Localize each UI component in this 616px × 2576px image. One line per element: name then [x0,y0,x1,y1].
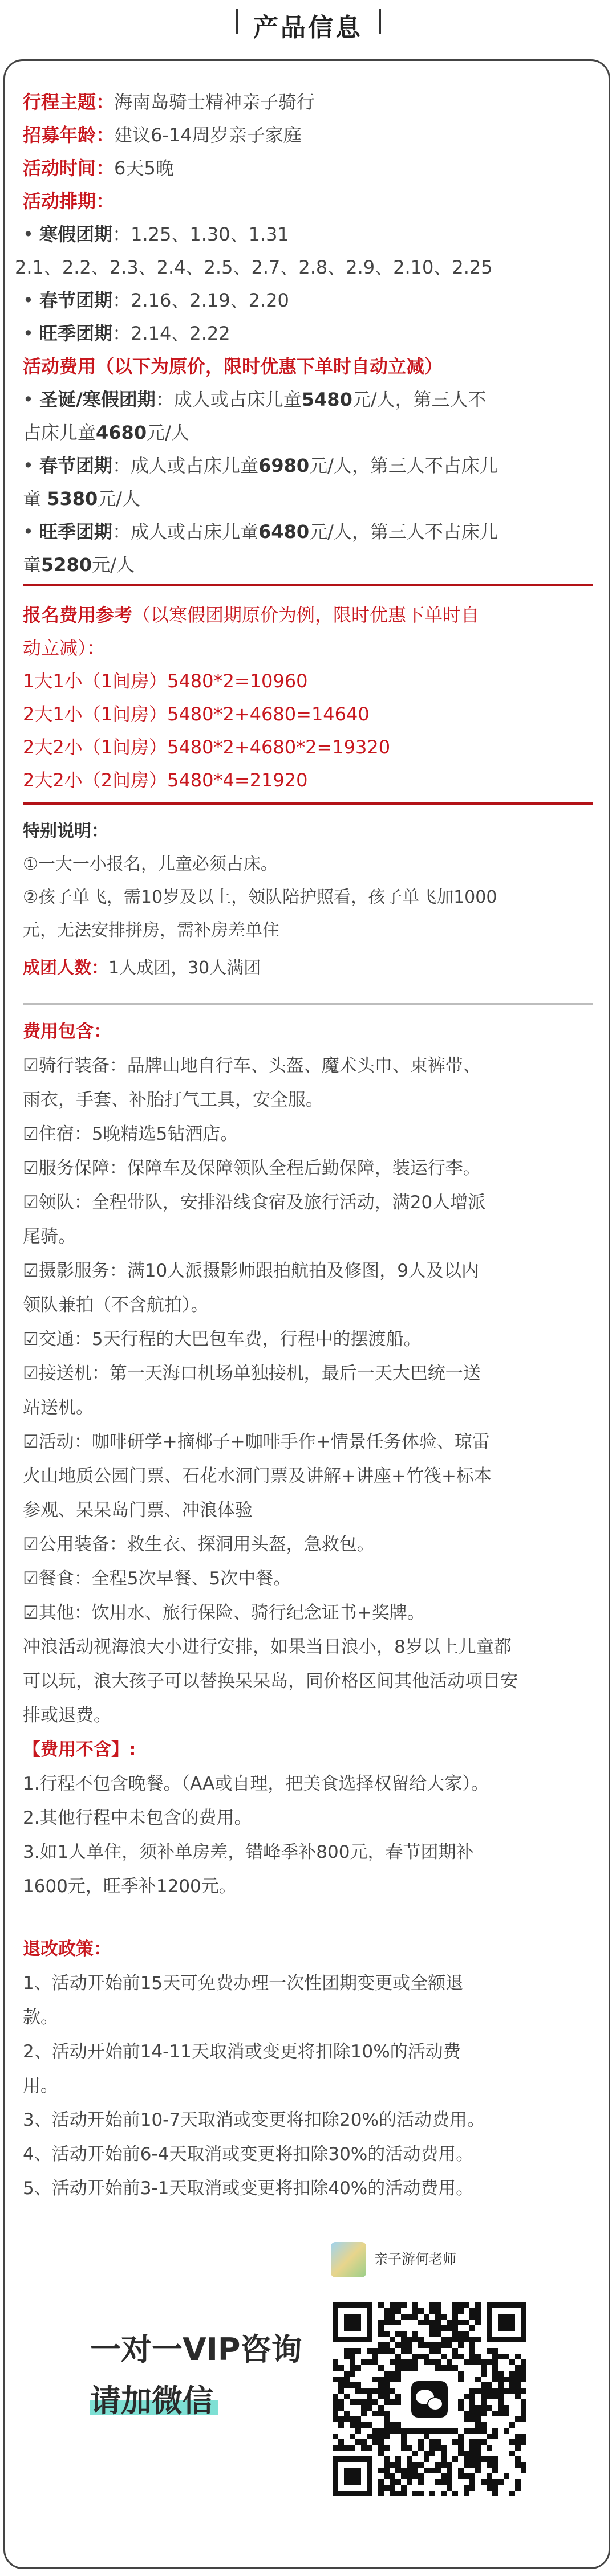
included-note: 排或退费。 [23,1705,111,1726]
special-label: 特别说明： [23,821,108,841]
fees-excluded [23,1733,593,1904]
fee-item: • 旺季团期：成人或占床儿童6480元/人，第三人不占床儿 [23,521,498,543]
included-line: ☑领队：全程带队，安排沿线食宿及旅行活动，满20人增派 [23,1192,486,1213]
fee-item: • 春节团期：成人或占床儿童6980元/人，第三人不占床儿 [23,455,498,476]
info-row: 活动时间：6天5晚 [23,157,174,179]
reference-row: 2大2小（2间房）5480*4=21920 [23,769,308,791]
fee-item-cont: 童5280元/人 [23,554,135,576]
refund-line: 款。 [23,2007,58,2028]
refund-line: 3、活动开始前10-7天取消或变更将扣除20%的活动费用。 [23,2110,485,2130]
included-note: 可以玩，浪大孩子可以替换呆呆岛，同价格区间其他活动项目安 [23,1671,518,1691]
excluded-line: 2.其他行程中未包含的费用。 [23,1808,252,1828]
excluded-label: 【费用不含】: [23,1739,136,1760]
included-line: 参观、呆呆岛门票、冲浪体验 [23,1500,253,1521]
divider-grey [23,1003,593,1005]
included-line: 站送机。 [23,1397,94,1418]
info-row: 招募年龄：建议6-14周岁亲子家庭 [23,124,302,146]
fee-item-cont: 占床儿童4680元/人 [23,422,189,443]
special-line: 元，无法安排拼房，需补房差单住 [23,920,279,940]
divider-red [23,584,593,586]
info-row: 行程主题：海南岛骑士精神亲子骑行 [23,91,315,113]
reference-row: 2大2小（1间房）5480*2+4680*2=19320 [23,736,391,758]
excluded-line: 3.如1人单住，须补单房差，错峰季补800元，春节团期补 [23,1842,474,1862]
refund-line: 用。 [23,2076,58,2096]
add-wechat-text: 请加微信 [90,2383,213,2419]
schedule-peak: • 旺季团期：2.14、2.22 [23,323,230,344]
schedule-winter-more: 2.1、2.2、2.3、2.4、2.5、2.7、2.8、2.9、2.10、2.25 [15,256,493,278]
reference-row: 2大1小（1间房）5480*2+4680=14640 [23,703,370,725]
schedule-spring: • 春节团期：2.16、2.19、2.20 [23,290,289,311]
fee-item-cont: 童 5380元/人 [23,488,141,510]
included-line: ☑活动：咖啡研学+摘椰子+咖啡手作+情景任务体验、琼雷 [23,1432,490,1452]
included-line: 火山地质公园门票、石花水洞门票及讲解+讲座+竹筏+标本 [23,1466,492,1486]
included-label: 费用包含： [23,1021,111,1042]
refund-label: 退改政策： [23,1939,111,1959]
included-line: 雨衣，手套、补胎打气工具，安全服。 [23,1090,323,1110]
reference-prices [23,598,593,797]
included-line: ☑餐食：全程5次早餐、5次中餐。 [23,1568,291,1589]
header-right-bar [379,9,381,34]
included-line: ☑公用装备：救生衣、探洞用头盔，急救包。 [23,1534,375,1555]
fees-label: 活动费用（以下为原价，限时优惠下单时自动立减） [23,356,443,377]
refund-line: 2、活动开始前14-11天取消或变更将扣除10%的活动费 [23,2041,461,2062]
special-line: ①一大一小报名，儿童必须占床。 [23,854,278,874]
reference-title: 报名费用参考（以寒假团期原价为例，限时优惠下单时自 [23,604,480,626]
group-size: 成团人数：1人成团，30人满团 [23,958,261,978]
special-line: ②孩子单飞，需10岁及以上，领队陪护照看，孩子单飞加1000 [23,887,497,907]
excluded-line: 1.行程不包含晚餐。（AA或自理，把美食选择权留给大家）。 [23,1774,489,1794]
special-notes [23,815,593,985]
page-title: 产品信息 [253,13,363,42]
fee-item: • 圣诞/寒假团期：成人或占床儿童5480元/人，第三人不 [23,389,487,410]
schedule-winter: • 寒假团期：1.25、1.30、1.31 [23,223,289,245]
refund-line: 5、活动开始前3-1天取消或变更将扣除40%的活动费用。 [23,2178,474,2199]
basic-info [15,85,593,581]
vip-consult-text: 一对一VIP咨询 [90,2332,302,2367]
wechat-qr-code[interactable] [333,2302,526,2496]
header [0,0,616,46]
divider-red [23,802,593,805]
included-note: 冲浪活动视海浪大小进行安排，如果当日浪小，8岁以上儿童都 [23,1637,512,1657]
excluded-line: 1600元，旺季补1200元。 [23,1876,237,1897]
included-line: 领队兼拍（不含航拍）。 [23,1295,209,1315]
included-line: ☑其他：饮用水、旅行保险、骑行纪念证书+奖牌。 [23,1603,425,1623]
included-line: ☑摄影服务：满10人派摄影师跟拍航拍及修图，9人及以内 [23,1261,479,1281]
included-line: ☑接送机：第一天海口机场单独接机，最后一天大巴统一送 [23,1363,481,1384]
schedule-label: 活动排期： [23,190,115,212]
included-line: ☑骑行装备：品牌山地自行车、头盔、魔术头巾、束裤带、 [23,1055,481,1076]
refund-policy [23,1932,593,2206]
avatar [331,2242,366,2277]
refund-line: 1、活动开始前15天可免费办理一次性团期变更或全额退 [23,1973,464,1994]
avatar-name: 亲子游何老师 [374,2251,456,2267]
included-line: ☑住宿：5晚精选5钻酒店。 [23,1124,238,1144]
reference-title-cont: 动立减）： [23,637,106,659]
refund-line: 4、活动开始前6-4天取消或变更将扣除30%的活动费用。 [23,2144,474,2165]
included-line: ☑交通：5天行程的大巴包车费，行程中的摆渡船。 [23,1329,422,1350]
reference-row: 1大1小（1间房）5480*2=10960 [23,670,308,692]
included-line: 尾骑。 [23,1226,76,1247]
fees-included [23,1014,593,1733]
included-line: ☑服务保障：保障车及保障领队全程后勤保障，装运行李。 [23,1158,481,1179]
